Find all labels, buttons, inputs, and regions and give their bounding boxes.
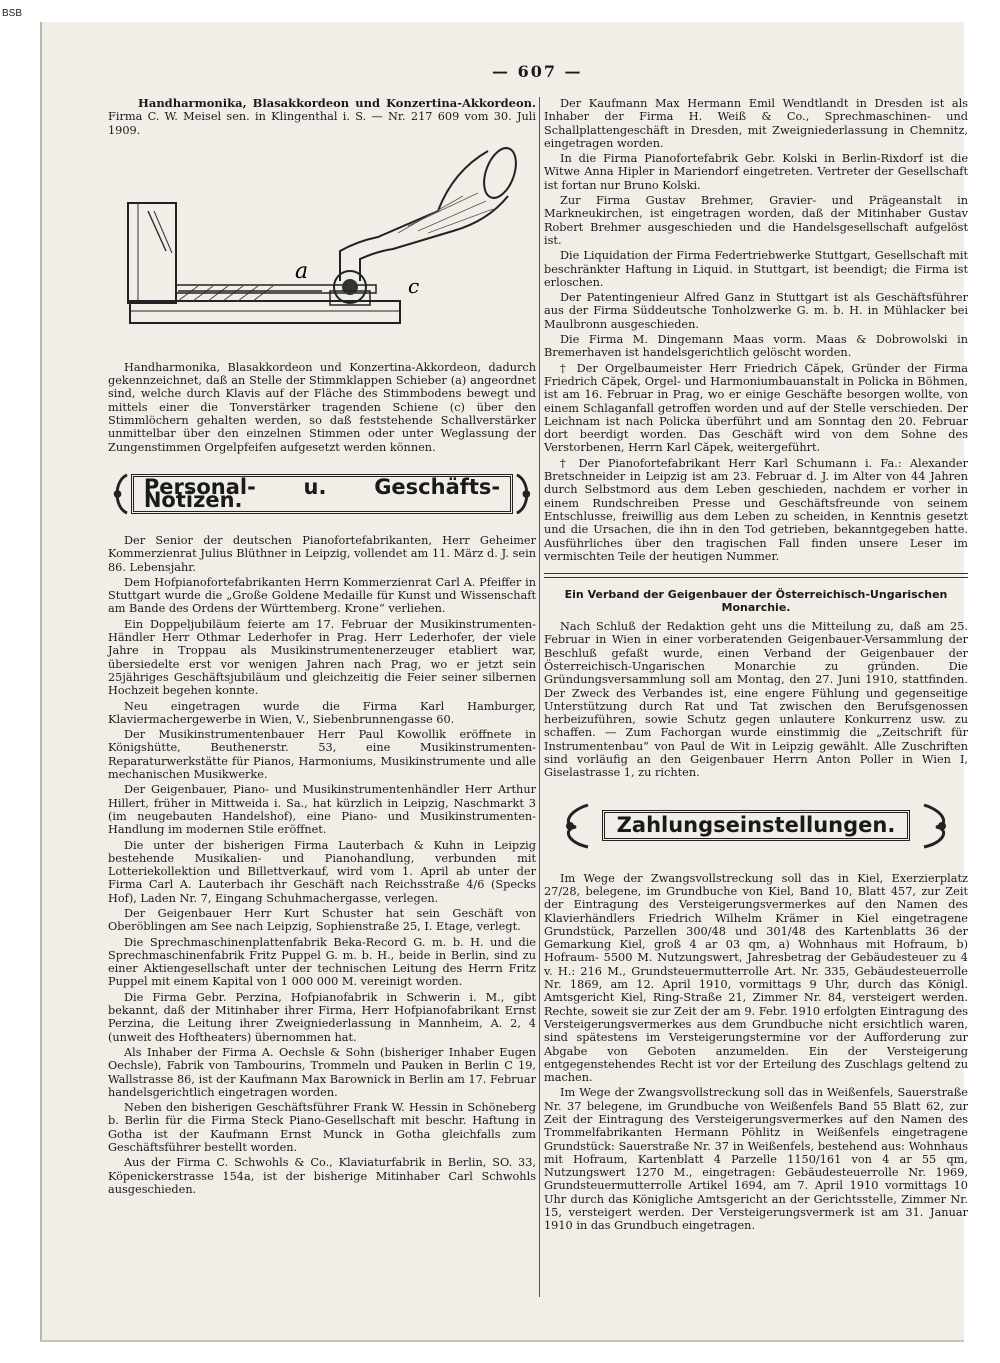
note-paragraph: † Der Orgelbaumeister Herr Friedrich Căpek, Gründer der Firma Friedrich Căpek, Orgel- und Harmoniumbauanstalt in Policka in Böhmen, ist am 16. Februar in Prag, wo er einige Geschäfte besorgen wollte, von einem Schlaganfall getroffen worden und auf der Stelle verschieden. Der Leichnam ist nach Policka überführt und am Sonntag den 20. Februar dort beerdigt worden. Das Geschäft wird von dem Sohne des Verstorbenen, Herrn Karl Căpek, weitergeführt. (544, 361, 968, 455)
note-paragraph: Der Senior der deutschen Pianofortefabrikanten, Herr Geheimer Kommerzienrat Julius Blüthner in Leipzig, vollendet am 11. März d. J. sein 86. Lebensjahr. (108, 533, 536, 574)
gramophone-illustration (108, 141, 536, 351)
zahlung-heading: Zahlungseinstellungen. (602, 810, 911, 841)
figure-label-c: c (408, 273, 420, 298)
ornament-left-icon (558, 801, 592, 851)
zahlung-paragraph: Im Wege der Zwangsvollstreckung soll das in Kiel, Exerzierplatz 27/28, belegene, im Grundbuche von Kiel, Band 10, Blatt 457, zur Zeit der Eintragung des Versteigerungsvermerkes auf den Namen des Klavierhändlers Friedrich Wilhelm Krämer in Kiel eingetragene Grundstück, Parzellen 300/48 und 301/48 des Kartenblatts 36 der Gemarkung Kiel, groß 4 ar 03 qm, a) Wohnhaus mit Hofraum, b) Hofraum- 5500 M. Nutzungswert, Jahresbetrag der Gebäudesteuer zu 4 v. H.: 216 M., Grundsteuermutterrolle Art. Nr. 335, Gebäudesteuerrolle Nr. 1869, am 12. April 1910, vormittags 9 Uhr, durch das Königl. Amtsgericht Kiel, Ring-Straße 21, Zimmer Nr. 84, versteigert werden. Rechte, soweit sie zur Zeit der am 9. Febr. 1910 erfolgten Eintragung des Versteigerungsvermerkes aus dem Grundbuche nicht ersichtlich waren, sind spätestens im Versteigerungstermine vor der Aufforderung zur Abgabe von Geboten anzumelden. Ein der Versteigerung entgegenstehendes Recht ist vor der Erteilung des Zuschlags geltend zu machen. (544, 871, 968, 1085)
note-paragraph: Zur Firma Gustav Brehmer, Gravier- und Prägeanstalt in Markneukirchen, ist eingetragen worden, daß der Mitinhaber Gustav Robert Brehmer ausgeschieden und die Handelsgesellschaft aufgelöst ist. (544, 194, 968, 247)
library-stamp: BSB (2, 8, 23, 19)
column-divider (539, 97, 540, 1297)
note-paragraph: Der Geigenbauer Herr Kurt Schuster hat sein Geschäft von Oberöblingen am See nach Leipzig, Sophienstraße 25, I. Etage, verlegt. (108, 906, 536, 934)
figure-label-a: a (295, 258, 309, 284)
patent-title: Handharmonika, Blasakkordeon und Konzertina-Akkordeon. (138, 96, 536, 110)
left-column (108, 97, 536, 1198)
page-number: — 607 — (492, 62, 583, 81)
verband-title: Ein Verband der Geigenbauer der Österreichisch-Ungarischen Monarchie. (564, 588, 948, 615)
personal-notes-banner (108, 472, 536, 516)
personal-notes-heading: Personal- u. Geschäfts-Notizen. (131, 474, 513, 515)
right-column (544, 97, 968, 1235)
note-paragraph: Die unter der bisherigen Firma Lauterbach & Kuhn in Leipzig bestehende Musikalien- und Pianohandlung, verbunden mit Lotteriekollektion und Billettverkauf, wird vom 1. April ab unter der Firma Carl A. Lauterbach ihr Geschäft nach Reichsstraße 4/6 (Specks Hof), Laden Nr. 7, Eingang Schuhmachergasse, verlegen. (108, 838, 536, 905)
section-rule (544, 573, 968, 578)
patent-header (108, 97, 536, 137)
ornament-left-icon (108, 472, 131, 516)
note-paragraph: Die Firma M. Dingemann Maas vorm. Maas & Dobrowolski in Bremerhaven ist handelsgerichtlich gelöscht worden. (544, 333, 968, 360)
note-paragraph: Die Liquidation der Firma Federtriebwerke Stuttgart, Gesellschaft mit beschränkter Haftung in Liquid. in Stuttgart, ist beendigt; die Firma ist erloschen. (544, 249, 968, 289)
note-paragraph: In die Firma Pianofortefabrik Gebr. Kolski in Berlin-Rixdorf ist die Witwe Anna Hipler in Mariendorf eingetreten. Vertreter der Gesellschaft ist fortan nur Bruno Kolski. (544, 152, 968, 192)
note-paragraph: Dem Hofpianofortefabrikanten Herrn Kommerzienrat Carl A. Pfeiffer in Stuttgart wurde die „Große Goldene Medaille für Kunst und Wissenschaft am Bande des Ordens der Württemberg. Krone“ verliehen. (108, 575, 536, 616)
ornament-right-icon (513, 472, 536, 516)
note-paragraph: Aus der Firma C. Schwohls & Co., Klaviaturfabrik in Berlin, SO. 33, Köpenickerstrasse 154a, ist der bisherige Mitinhaber Carl Schwohls ausgeschieden. (108, 1156, 536, 1196)
note-paragraph: Der Kaufmann Max Hermann Emil Wendtlandt in Dresden ist als Inhaber der Firma H. Weiß & Co., Sprechmaschinen- und Schallplattengeschäft in Dresden, mit Zweigniederlassung in Chemnitz, eingetragen worden. (544, 97, 968, 150)
patent-description: Handharmonika, Blasakkordeon und Konzertina-Akkordeon, dadurch gekennzeichnet, daß an Stelle der Stimmklappen Schieber (a) angeordnet sind, welche durch Klavis auf der Fläche des Stimmbodens bewegt und mittels einer die Tonverstärker tragenden Schiene (c) über den Stimmlöchern gehalten werden, so daß feststehende Schallverstärker unmittelbar über den einzelnen Stimmen oder unter Weglassung der Zungenstimmen Orgelpfeifen aufgesetzt werden können. (108, 360, 536, 454)
note-paragraph: Als Inhaber der Firma A. Oechsle & Sohn (bisheriger Inhaber Eugen Oechsle), Fabrik von Tambourins, Trommeln und Pauken in Berlin C 19, Wallstrasse 86, ist der Kaufmann Max Barownick in Berlin am 17. Februar handelsgerichtlich eingetragen worden. (108, 1045, 536, 1099)
newspaper-page (40, 22, 968, 1342)
note-paragraph: † Der Pianofortefabrikant Herr Karl Schumann i. Fa.: Alexander Bretschneider in Leipzig ist am 23. Februar d. J. im Alter von 44 Jahren durch Selbstmord aus dem Leben geschieden, nachdem er vorher in einem Rundschreiben Presse und Geschäftsfreunde von seinem Entschlusse, freiwillig aus dem Leben zu scheiden, in Kenntnis gesetzt und die Ursachen, die ihn in den Tod getrieben, bekanntgegeben hatte. Ausführliches über den tragischen Fall finden unsere Leser im vermischten Teile der heutigen Nummer. (544, 456, 968, 563)
note-paragraph: Die Firma Gebr. Perzina, Hofpianofabrik in Schwerin i. M., gibt bekannt, daß der Mitinhaber ihrer Firma, Herr Hofpianofabrikant Ernst Perzina, die Leitung ihrer Zweigniederlassung in Mannheim, A. 2, 4 (unweit des Hoftheaters) übernommen hat. (108, 990, 536, 1044)
zahlung-banner (544, 798, 968, 854)
patent-line: Firma C. W. Meisel sen. in Klingenthal i. S. — Nr. 217 609 vom 30. Juli 1909. (108, 110, 536, 137)
ornament-right-icon (920, 801, 954, 851)
note-paragraph: Ein Doppeljubiläum feierte am 17. Februar der Musikinstrumenten-Händler Herr Othmar Lederhofer in Prag. Herr Lederhofer, der viele Jahre in Troppau als Musikinstrumentenerzeuger etabliert war, übersiedelte erst vor wenigen Jahren nach Prag, wo er jetzt sein 25jähriges Geschäftsjubiläum und gleichzeitig die Feier seiner silbernen Hochzeit begehen konnte. (108, 617, 536, 698)
note-paragraph: Der Musikinstrumentenbauer Herr Paul Kowollik eröffnete in Königshütte, Beuthenerstr. 53, eine Musikinstrumenten-Reparaturwerkstätte für Pianos, Harmoniums, Musikinstrumente und alle mechanischen Musikwerke. (108, 728, 536, 782)
zahlung-paragraph: Im Wege der Zwangsvollstreckung soll das in Weißenfels, Sauerstraße Nr. 37 belegene, im Grundbuche von Weißenfels Band 55 Blatt 62, zur Zeit der Eintragung des Versteigerungsvermerkes auf den Namen des Trommelfabrikanten Hermann Pöhlitz in Weißenfels eingetragene Grundstück: Sauerstraße Nr. 37 in Weißenfels, bestehend aus: Wohnhaus mit Hofraum, Kartenblatt 4 Parzelle 1150/161 von 4 ar 55 qm, Nutzungswert 1270 M., eingetragen: Gebäudesteuerrolle Nr. 1969, Grundsteuermutterrolle Artikel 1694, am 7. April 1910 vormittags 10 Uhr durch das Königliche Amtsgericht an der Gerichtsstelle, Zimmer Nr. 15, versteigert werden. Der Versteigerungsvermerk ist am 31. Januar 1910 in das Grundbuch eingetragen. (544, 1086, 968, 1233)
gramophone-figure (108, 141, 536, 351)
note-paragraph: Neben den bisherigen Geschäftsführer Frank W. Hessin in Schöneberg b. Berlin für die Firma Steck Piano-Gesellschaft mit beschr. Haftung in Gotha ist der Kaufmann Ernst Munck in Gotha gleichfalls zum Geschäftsführer bestellt worden. (108, 1101, 536, 1155)
verband-text: Nach Schluß der Redaktion geht uns die Mitteilung zu, daß am 25. Februar in Wien in einer vorberatenden Geigenbauer-Versammlung der Beschluß gefaßt wurde, einen Verband der Geigenbauer der Österreichisch-Ungarischen Monarchie zu gründen. Die Gründungsversammlung soll am Montag, den 27. Juni 1910, stattfinden. Der Zweck des Verbandes ist, eine engere Fühlung und gegenseitige Unterstützung durch Rat und Tat zwischen den Berufsgenossen herbeizuführen, sowie Schutz gegen unlautere Konkurrenz usw. zu schaffen. — Zum Fachorgan wurde einstimmig die „Zeitschrift für Instrumentenbau“ von Paul de Wit in Leipzig gewählt. Alle Zuschriften sind vorläufig an den Geigenbauer Herrn Anton Poller in Wien I, Giselastrasse 1, zu richten. (544, 620, 968, 780)
note-paragraph: Der Patentingenieur Alfred Ganz in Stuttgart ist als Geschäftsführer aus der Firma Süddeutsche Tonholzwerke G. m. b. H. in Mühlacker bei Maulbronn ausgeschieden. (544, 291, 968, 331)
note-paragraph: Die Sprechmaschinenplattenfabrik Beka-Record G. m. b. H. und die Sprechmaschinenfabrik Fritz Puppel G. m. b. H., beide in Berlin, sind zu einer Aktiengesellschaft unter der technischen Leitung des Herrn Fritz Puppel mit einem Kapital von 1 000 000 M. vereinigt worden. (108, 935, 536, 989)
note-paragraph: Der Geigenbauer, Piano- und Musikinstrumentenhändler Herr Arthur Hillert, früher in Mittweida i. Sa., hat kürzlich in Leipzig, Naschmarkt 3 (im neugebauten Handelshof), eine Piano- und Musikinstrumenten-Handlung im modernen Stile eröffnet. (108, 783, 536, 837)
note-paragraph: Neu eingetragen wurde die Firma Karl Hamburger, Klaviermachergewerbe in Wien, V., Siebenbrunnengasse 60. (108, 699, 536, 726)
